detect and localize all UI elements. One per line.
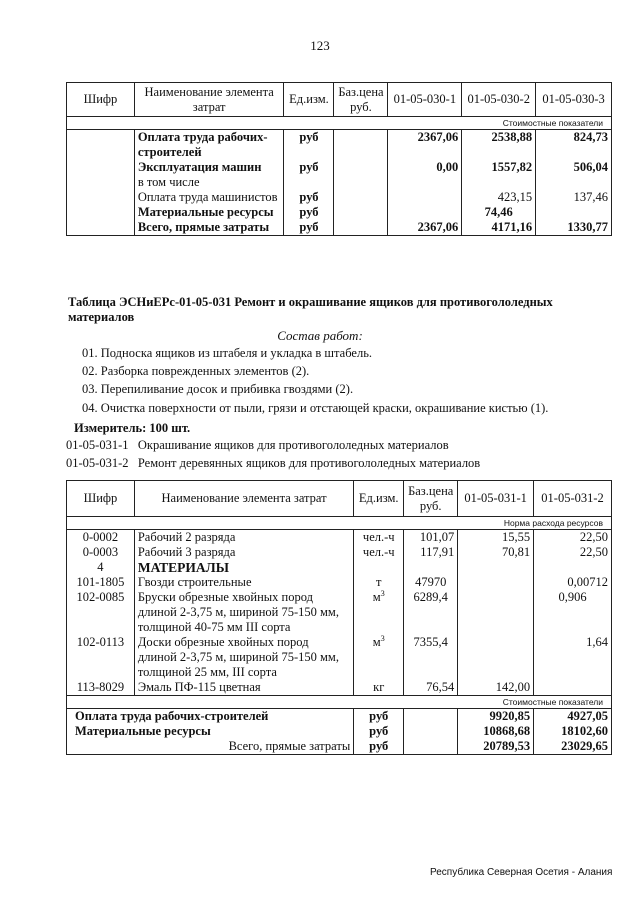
table-row-unit: кг <box>354 680 404 696</box>
table-row-unit: руб <box>354 739 404 755</box>
table-row-value: 4171,16 <box>462 220 536 236</box>
table-row-code: 113-8029 <box>67 680 135 696</box>
table-row-unit: руб <box>284 130 334 161</box>
table-row-name: Гвозди строительные <box>134 575 353 590</box>
section-title: Таблица ЭСНиЕРс-01-05-031 Ремонт и окрашивание ящиков для противогололедных материалов <box>68 295 553 324</box>
table-row-value: 142,00 <box>458 680 534 696</box>
table-row-name: Рабочий 3 разряда <box>134 545 353 560</box>
table-row-name: Доски обрезные хвойных пород длиной 2-3,75 м, шириной 75-150 мм, толщиной 25 мм, III сорта <box>134 635 353 680</box>
table-row-code: 0-0002 <box>67 530 135 546</box>
table2-header-price: Баз.цена руб. <box>404 481 458 517</box>
table-row-price: 101,07 <box>404 530 458 546</box>
table-row-name: Оплата труда рабочих-строителей <box>134 130 284 161</box>
table2-header-col1: 01-05-031-1 <box>458 481 534 517</box>
table-row-name: Материальные ресурсы <box>67 724 354 739</box>
table1-header-col3: 01-05-030-3 <box>536 83 612 117</box>
table-row-value: 824,73 <box>536 130 612 161</box>
table-row-code: 0-0003 <box>67 545 135 560</box>
table-row-name: МАТЕРИАЛЫ <box>134 560 353 575</box>
table-row-name: Рабочий 2 разряда <box>134 530 353 546</box>
table-row-value: 23029,65 <box>534 739 612 755</box>
table-row-name: Эмаль ПФ-115 цветная <box>134 680 353 696</box>
table-row-price: 117,91 <box>404 545 458 560</box>
table-row-value: 2538,88 <box>462 130 536 161</box>
table-row-value: 1330,77 <box>536 220 612 236</box>
table-row-value: 1,64 <box>534 635 612 680</box>
table-row-value: 506,04 <box>536 160 612 175</box>
table-row-unit: руб <box>284 190 334 205</box>
table-row-price: 76,54 <box>404 680 458 696</box>
table-row-value: 0,00 <box>388 160 462 175</box>
table2-header-unit: Ед.изм. <box>354 481 404 517</box>
table2-header-code: Шифр <box>67 481 135 517</box>
compose-heading: Состав работ: <box>277 328 363 343</box>
work-item: 01. Подноска ящиков из штабеля и укладка в штабель. <box>82 346 373 360</box>
footer-region: Республика Северная Осетия - Алания <box>430 867 613 878</box>
table-row-value: 74,46 <box>462 205 536 220</box>
work-item: 02. Разборка поврежденных элементов (2). <box>82 364 310 378</box>
table-row-unit: $м^3$ <box>354 635 404 680</box>
table-row-value: 423,15 <box>462 190 536 205</box>
table-row-value: 0,00712 <box>534 575 612 590</box>
table-row-name: Оплата труда машинистов <box>134 190 284 205</box>
table-row-unit: руб <box>284 160 334 175</box>
table2-subheader-costs: Стоимостные показатели <box>67 696 612 709</box>
table-row-price: 6289,4 <box>404 590 458 635</box>
code-id: 01-05-031-2 <box>66 456 129 470</box>
table1-subheader: Стоимостные показатели <box>67 117 612 130</box>
table-row-name: Всего, прямые затраты <box>134 220 284 236</box>
table-row-name: Оплата труда рабочих-строителей <box>67 709 354 725</box>
table-row-value: 20789,53 <box>458 739 534 755</box>
table-row-unit: руб <box>284 205 334 220</box>
cost-table-1 <box>66 82 612 236</box>
table2-header-name: Наименование элемента затрат <box>134 481 353 517</box>
table-row-code: 4 <box>67 560 135 575</box>
table-row-price: 47970 <box>404 575 458 590</box>
resource-table-2 <box>66 480 612 755</box>
table-row-name: Всего, прямые затраты <box>67 739 354 755</box>
table-row-value: 22,50 <box>534 530 612 546</box>
code-text: Ремонт деревянных ящиков для противогололедных материалов <box>137 456 481 470</box>
table-row-code: 101-1805 <box>67 575 135 590</box>
table-row-code: 102-0113 <box>67 635 135 680</box>
table-row-value: 1557,82 <box>462 160 536 175</box>
table-row-name: Материальные ресурсы <box>134 205 284 220</box>
table-row-value: 70,81 <box>458 545 534 560</box>
table1-header-code: Шифр <box>67 83 135 117</box>
code-line <box>66 438 449 453</box>
table-row-value: 137,46 <box>536 190 612 205</box>
measure-unit: Измеритель: 100 шт. <box>74 421 191 435</box>
table-row-value: 15,55 <box>458 530 534 546</box>
table-row-name: Эксплуатация машин <box>134 160 284 175</box>
table-row-value: 2367,06 <box>388 220 462 236</box>
table-row-value: 0,906 <box>534 590 612 635</box>
table1-header-col1: 01-05-030-1 <box>388 83 462 117</box>
table1-header-name: Наименование элемента затрат <box>134 83 284 117</box>
table2-subheader-norms: Норма расхода ресурсов <box>67 517 612 530</box>
table-row-unit: $м^3$ <box>354 590 404 635</box>
table-row-unit: руб <box>354 709 404 725</box>
table2-header-col2: 01-05-031-2 <box>534 481 612 517</box>
table1-header-unit: Ед.изм. <box>284 83 334 117</box>
table-row-value: 9920,85 <box>458 709 534 725</box>
table-row-value: 22,50 <box>534 545 612 560</box>
table1-header-price: Баз.цена руб. <box>334 83 388 117</box>
table-row-price: 7355,4 <box>404 635 458 680</box>
work-item: 04. Очистка поверхности от пыли, грязи и отстающей краски, окрашивание кистью (1). <box>82 401 549 415</box>
code-line <box>66 456 480 471</box>
table-row-unit: чел.-ч <box>354 545 404 560</box>
table-row-value: 18102,60 <box>534 724 612 739</box>
table-row-name: Бруски обрезные хвойных пород длиной 2-3,75 м, шириной 75-150 мм, толщиной 40-75 мм III сорта <box>134 590 353 635</box>
table-row-value: 10868,68 <box>458 724 534 739</box>
table-row-code: 102-0085 <box>67 590 135 635</box>
table-row-value: 2367,06 <box>388 130 462 161</box>
table1-header-col2: 01-05-030-2 <box>462 83 536 117</box>
table-row-unit: т <box>354 575 404 590</box>
page-number: 123 <box>310 38 330 53</box>
table-row-value: 4927,05 <box>534 709 612 725</box>
table-row-name: в том числе <box>134 175 284 190</box>
table-row-unit: руб <box>354 724 404 739</box>
table-row-unit: руб <box>284 220 334 236</box>
code-text: Окрашивание ящиков для противогололедных материалов <box>137 438 449 452</box>
work-item: 03. Перепиливание досок и прибивка гвоздями (2). <box>82 382 354 396</box>
code-id: 01-05-031-1 <box>66 438 129 452</box>
table-row-unit: чел.-ч <box>354 530 404 546</box>
